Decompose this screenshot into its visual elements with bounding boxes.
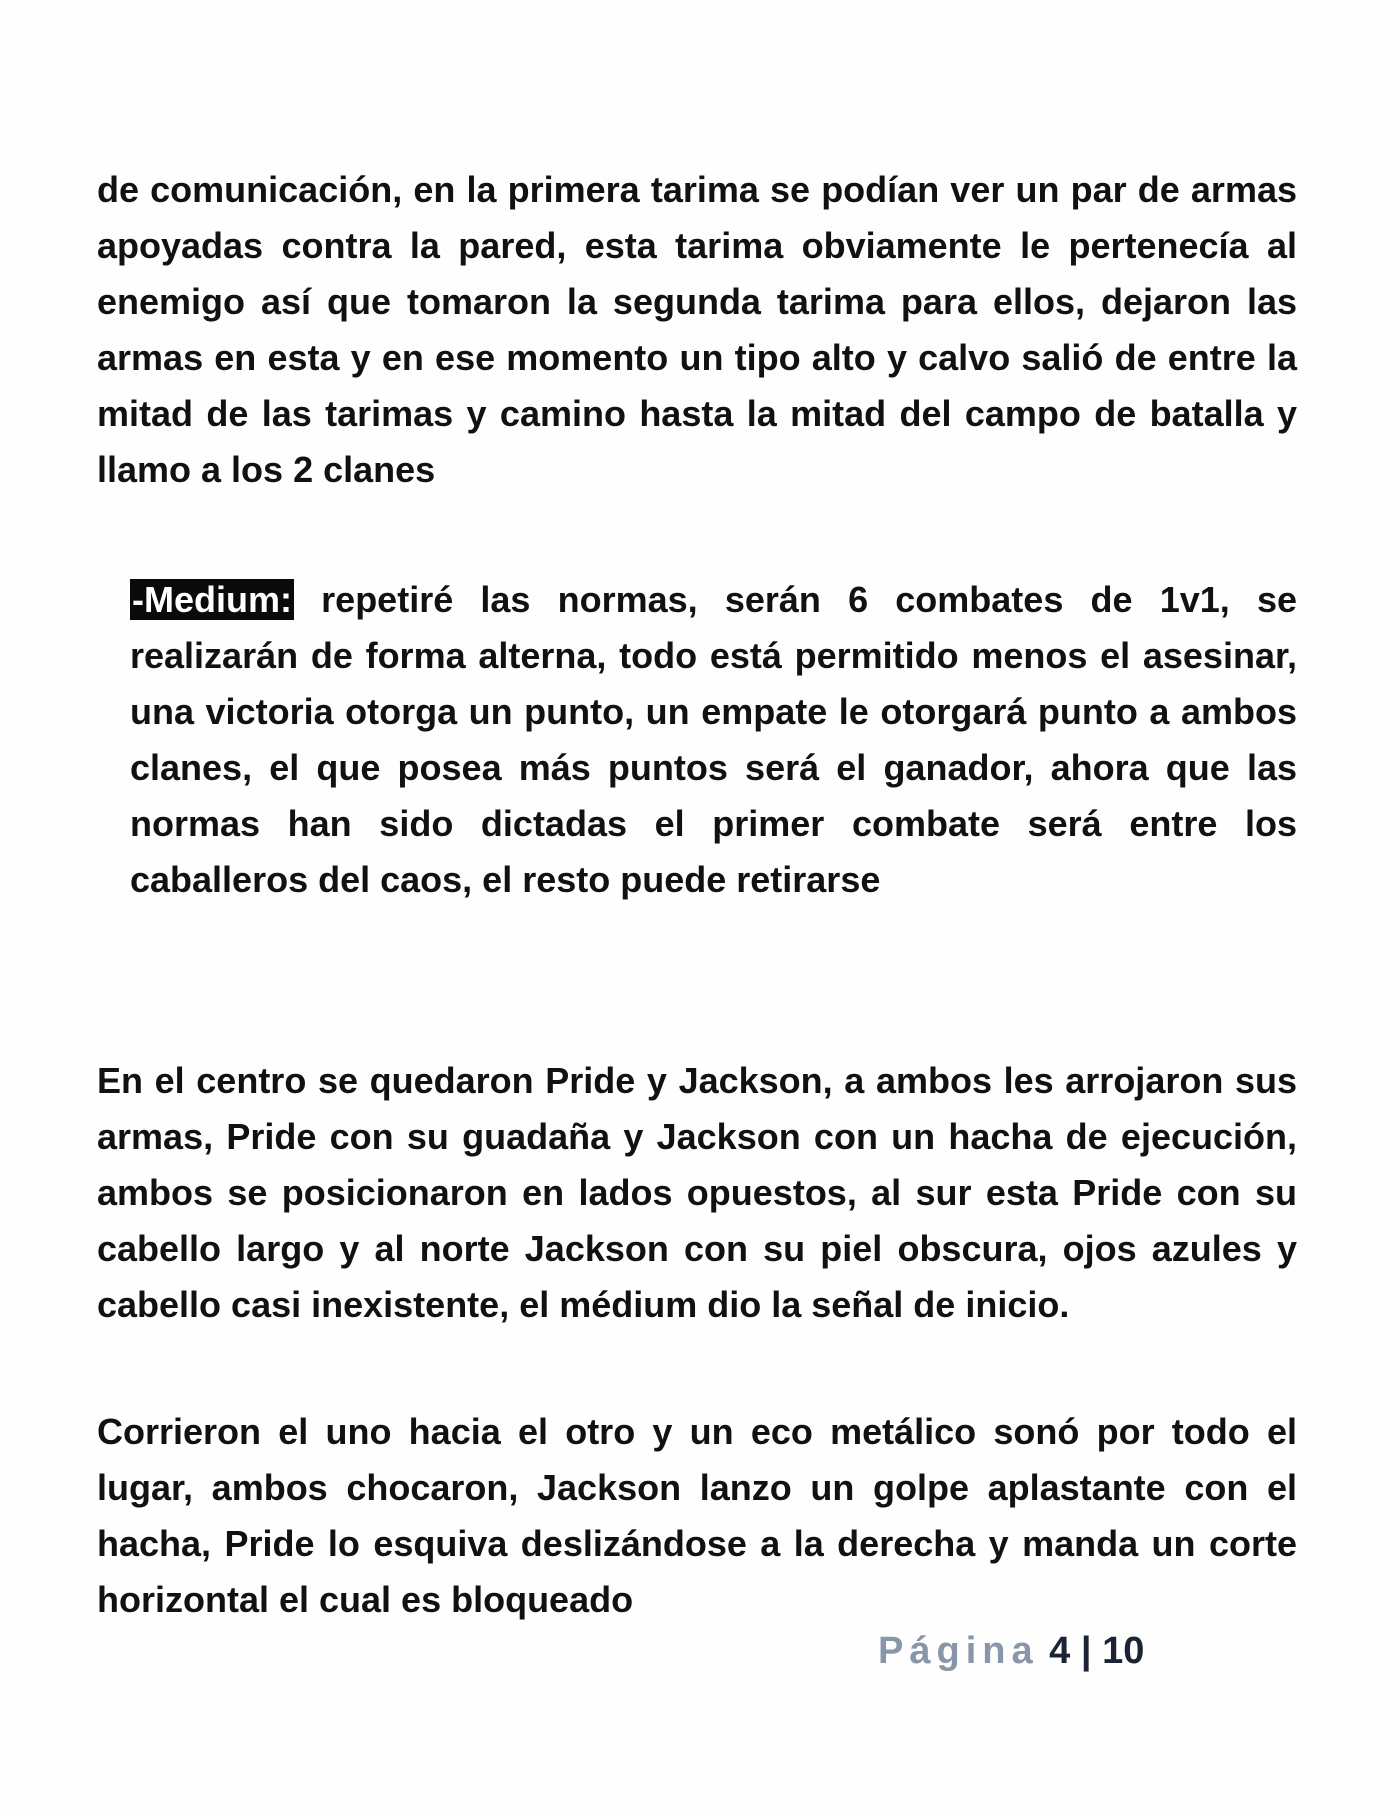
current-page-number: 4 [1049, 1630, 1071, 1672]
dialogue-text: repetiré las normas, serán 6 combates de 1v1, se realizarán de forma alterna, todo está permitido menos el asesinar, una victoria otorga un punto, un empate le otorgará punto a ambos clanes, el que posea más puntos será el ganador, ahora que las normas han sido dictadas el primer combate será entre los caballeros del caos, el resto puede retirarse [130, 579, 1297, 900]
paragraph-3: Corrieron el uno hacia el otro y un eco metálico sonó por todo el lugar, ambos chocaron, Jackson lanzo un golpe aplastante con el hacha, Pride lo esquiva deslizándose a la derecha y manda un corte horizontal el cual es bloqueado [97, 1411, 1297, 1620]
paragraph-1: de comunicación, en la primera tarima se podían ver un par de armas apoyadas contra la pared, esta tarima obviamente le pertenecía al enemigo así que tomaron la segunda tarima para ellos, dejaron las armas en esta y en ese momento un tipo alto y calvo salió de entre la mitad de las tarimas y camino hasta la mitad del campo de batalla y llamo a los 2 clanes [97, 169, 1297, 490]
speaker-label: -Medium: [132, 579, 292, 620]
dialogue-paragraph [130, 572, 1297, 908]
page-number-footer [878, 1630, 1144, 1673]
page-label: Página [878, 1630, 1039, 1672]
total-pages-number: 10 [1102, 1630, 1145, 1672]
page-separator: | [1080, 1630, 1092, 1672]
paragraph-2: En el centro se quedaron Pride y Jackson, a ambos les arrojaron sus armas, Pride con su guadaña y Jackson con un hacha de ejecución, ambos se posicionaron en lados opuestos, al sur esta Pride con su cabello largo y al norte Jackson con su piel obscura, ojos azules y cabello casi inexistente, el médium dio la señal de inicio. [97, 1060, 1297, 1325]
